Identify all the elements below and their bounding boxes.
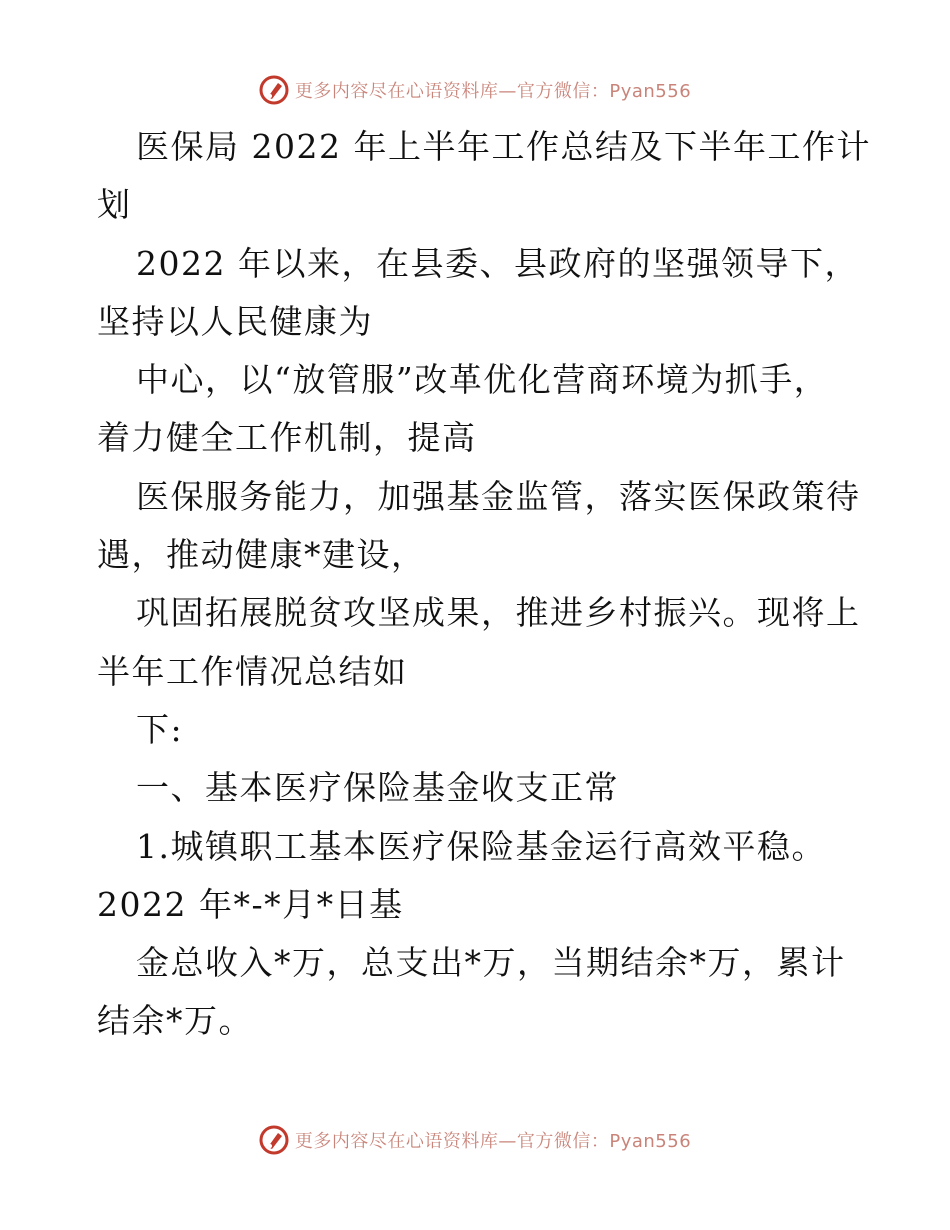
title-line-1: 医保局 2022 年上半年工作总结及下半年工作计 [136, 127, 871, 166]
paragraph-line: 中心，以“放管服”改革优化营商环境为抓手， [136, 360, 829, 400]
section-heading: 一、基本医疗保险基金收支正常 [136, 768, 619, 808]
paragraph-line: 坚持以人民健康为 [97, 301, 373, 341]
header-banner-text: 更多内容尽在心语资料库—官方微信：Pyan556 [294, 81, 692, 102]
document-body [97, 118, 871, 1051]
paragraph-line: 半年工作情况总结如 [97, 651, 408, 691]
footer-banner-text: 更多内容尽在心语资料库—官方微信：Pyan556 [294, 1131, 692, 1152]
paragraph-line: 2022 年以来，在县委、县政府的坚强领导下， [136, 243, 859, 283]
pen-nib-logo-icon [259, 75, 289, 105]
subsection-heading: 1.城镇职工基本医疗保险基金运行高效平稳。 [136, 826, 826, 866]
paragraph-line: 着力健全工作机制，提高 [97, 418, 477, 458]
footer-banner [0, 1120, 950, 1160]
title-line-2: 划 [97, 185, 132, 225]
paragraph-line: 结余*万。 [97, 1001, 253, 1041]
paragraph-line: 医保服务能力，加强基金监管，落实医保政策待 [136, 476, 861, 516]
paragraph-line: 巩固拓展脱贫攻坚成果，推进乡村振兴。现将上 [136, 593, 861, 633]
header-banner [0, 70, 950, 110]
paragraph-line: 下: [136, 709, 184, 749]
paragraph-line: 2022 年*-*月*日基 [97, 884, 404, 924]
paragraph-line: 金总收入*万，总支出*万，当期结余*万，累计 [136, 943, 846, 983]
pen-nib-logo-icon [259, 1125, 289, 1155]
paragraph-line: 遇，推动健康*建设， [97, 535, 426, 575]
